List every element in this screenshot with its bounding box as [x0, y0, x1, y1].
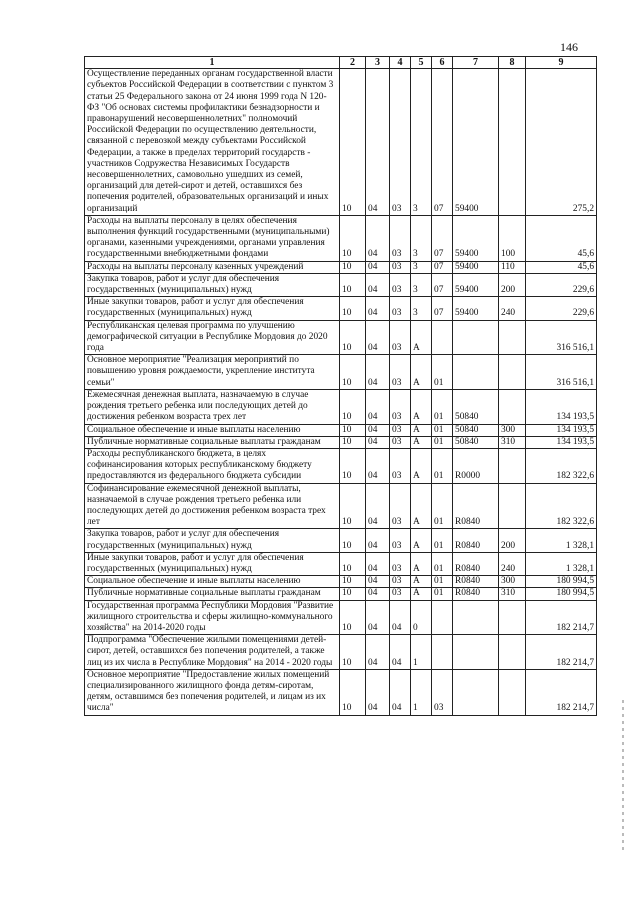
- row-code-cell: [453, 600, 499, 635]
- row-code-cell: 10: [340, 635, 366, 670]
- row-code-cell: 01: [432, 483, 453, 529]
- row-code-cell: [432, 635, 453, 670]
- row-description: Расходы на выплаты персоналу казенных учреждений: [85, 261, 340, 273]
- row-code-cell: 04: [366, 552, 390, 575]
- row-code-cell: А: [411, 424, 432, 436]
- row-description: Иные закупки товаров, работ и услуг для обеспечения государственных (муниципальных) нужд: [85, 552, 340, 575]
- row-code-cell: 03: [390, 529, 411, 552]
- row-code-cell: А: [411, 529, 432, 552]
- row-code-cell: 10: [340, 69, 366, 216]
- row-code-cell: 59400: [453, 261, 499, 273]
- row-amount: 182 322,6: [526, 483, 597, 529]
- row-description: Ежемесячная денежная выплата, назначаемую в случае рождения третьего ребенка или последующих детей до достижения ребенком возраста трех лет: [85, 389, 340, 424]
- row-code-cell: 03: [390, 215, 411, 261]
- row-code-cell: 3: [411, 215, 432, 261]
- row-amount: 45,6: [526, 261, 597, 273]
- row-code-cell: 59400: [453, 215, 499, 261]
- row-code-cell: 59400: [453, 69, 499, 216]
- row-description: Расходы на выплаты персоналу в целях обеспечения выполнения функций государственными (муниципальными) органами, казенными учреждениями, органами управления государственными внебюджетными фондами: [85, 215, 340, 261]
- row-amount: 180 994,5: [526, 588, 597, 600]
- row-code-cell: А: [411, 588, 432, 600]
- table-row: [85, 576, 597, 588]
- row-code-cell: R0000: [453, 448, 499, 483]
- row-code-cell: [499, 635, 526, 670]
- row-code-cell: 01: [432, 355, 453, 390]
- row-code-cell: 50840: [453, 436, 499, 448]
- row-description: Публичные нормативные социальные выплаты гражданам: [85, 588, 340, 600]
- column-header: 3: [366, 57, 390, 69]
- row-code-cell: 03: [390, 389, 411, 424]
- row-code-cell: R0840: [453, 588, 499, 600]
- table-row: [85, 215, 597, 261]
- row-code-cell: 01: [432, 448, 453, 483]
- row-amount: 316 516,1: [526, 355, 597, 390]
- row-description: Основное мероприятие "Предоставление жилых помещений специализированного жилищного фонда детям-сиротам, детям, оставшимся без попечения родителей, и лицам из их числа": [85, 669, 340, 715]
- row-code-cell: 04: [366, 588, 390, 600]
- row-description: Иные закупки товаров, работ и услуг для обеспечения государственных (муниципальных) нужд: [85, 297, 340, 320]
- row-code-cell: 04: [366, 529, 390, 552]
- row-code-cell: 01: [432, 529, 453, 552]
- page-number: 146: [560, 40, 578, 54]
- column-header: 1: [85, 57, 340, 69]
- row-amount: 275,2: [526, 69, 597, 216]
- row-code-cell: 04: [366, 436, 390, 448]
- row-code-cell: 03: [390, 297, 411, 320]
- row-code-cell: 03: [390, 576, 411, 588]
- row-code-cell: А: [411, 552, 432, 575]
- row-amount: 182 214,7: [526, 600, 597, 635]
- table-row: [85, 389, 597, 424]
- row-code-cell: А: [411, 576, 432, 588]
- row-code-cell: R0840: [453, 483, 499, 529]
- row-amount: 1 328,1: [526, 552, 597, 575]
- row-code-cell: [499, 448, 526, 483]
- row-code-cell: 3: [411, 69, 432, 216]
- row-code-cell: А: [411, 320, 432, 355]
- table-row: [85, 355, 597, 390]
- row-code-cell: [453, 669, 499, 715]
- table-row: [85, 669, 597, 715]
- row-code-cell: 04: [366, 69, 390, 216]
- row-code-cell: 300: [499, 424, 526, 436]
- row-code-cell: 10: [340, 261, 366, 273]
- row-code-cell: [432, 600, 453, 635]
- row-code-cell: 04: [366, 215, 390, 261]
- row-code-cell: R0840: [453, 552, 499, 575]
- row-description: Республиканская целевая программа по улучшению демографической ситуации в Республике Мордовия до 2020 года: [85, 320, 340, 355]
- row-description: Закупка товаров, работ и услуг для обеспечения государственных (муниципальных) нужд: [85, 273, 340, 296]
- row-description: Расходы республиканского бюджета, в целях софинансирования которых республиканскому бюджету предоставляются из федерального бюджета субсидии: [85, 448, 340, 483]
- row-code-cell: 10: [340, 297, 366, 320]
- row-code-cell: 03: [390, 273, 411, 296]
- row-amount: 229,6: [526, 273, 597, 296]
- row-code-cell: 04: [366, 635, 390, 670]
- row-description: Осуществление переданных органам государственной власти субъектов Российской Федерации в соответствии с пунктом 3 статьи 25 Федерального закона от 24 июня 1999 года N 120-ФЗ "Об основах системы профилактики безнадзорности и правонарушений несовершеннолетних" полномочий Российской Федерации по осуществлению деятельности, связанной с перевозкой между субъектами Российской Федерации, а также в пределах территорий государств - участников Содружества Независимых Государств несовершеннолетних, самовольно ушедших из семей, организаций для детей-сирот и детей, оставшихся без попечения родителей, образовательных организаций и иных организаций: [85, 69, 340, 216]
- row-code-cell: 10: [340, 669, 366, 715]
- row-code-cell: 10: [340, 588, 366, 600]
- row-code-cell: 10: [340, 448, 366, 483]
- table-row: [85, 436, 597, 448]
- row-description: Закупка товаров, работ и услуг для обеспечения государственных (муниципальных) нужд: [85, 529, 340, 552]
- row-code-cell: 240: [499, 297, 526, 320]
- row-description: Основное мероприятие "Реализация мероприятий по повышению уровня рождаемости, укрепление института семьи": [85, 355, 340, 390]
- row-code-cell: 10: [340, 389, 366, 424]
- row-code-cell: [499, 389, 526, 424]
- row-code-cell: 1: [411, 669, 432, 715]
- row-code-cell: 10: [340, 576, 366, 588]
- row-code-cell: 10: [340, 355, 366, 390]
- row-code-cell: 07: [432, 261, 453, 273]
- row-code-cell: 10: [340, 320, 366, 355]
- row-code-cell: А: [411, 355, 432, 390]
- column-header: 9: [526, 57, 597, 69]
- row-code-cell: 07: [432, 215, 453, 261]
- row-code-cell: 04: [390, 669, 411, 715]
- row-code-cell: 04: [366, 273, 390, 296]
- row-code-cell: 03: [390, 436, 411, 448]
- row-code-cell: 04: [366, 320, 390, 355]
- table-row: [85, 600, 597, 635]
- column-header: 5: [411, 57, 432, 69]
- row-code-cell: 04: [366, 483, 390, 529]
- row-code-cell: 200: [499, 273, 526, 296]
- row-code-cell: 1: [411, 635, 432, 670]
- row-code-cell: [432, 320, 453, 355]
- row-amount: 182 214,7: [526, 635, 597, 670]
- row-code-cell: 10: [340, 273, 366, 296]
- row-code-cell: [499, 320, 526, 355]
- row-code-cell: 03: [390, 483, 411, 529]
- row-code-cell: 10: [340, 529, 366, 552]
- table-row: [85, 483, 597, 529]
- column-header: 4: [390, 57, 411, 69]
- row-amount: 229,6: [526, 297, 597, 320]
- row-code-cell: 310: [499, 436, 526, 448]
- table-header-row: [85, 57, 597, 69]
- row-code-cell: 04: [366, 600, 390, 635]
- row-code-cell: 10: [340, 600, 366, 635]
- table-row: [85, 588, 597, 600]
- row-code-cell: [499, 69, 526, 216]
- table-row: [85, 320, 597, 355]
- row-code-cell: 04: [366, 669, 390, 715]
- scan-margin-mark: [622, 700, 624, 850]
- row-description: Социальное обеспечение и иные выплаты населению: [85, 576, 340, 588]
- row-code-cell: [499, 669, 526, 715]
- row-code-cell: 10: [340, 436, 366, 448]
- table-row: [85, 261, 597, 273]
- row-code-cell: 03: [390, 424, 411, 436]
- row-code-cell: 07: [432, 273, 453, 296]
- row-code-cell: R0840: [453, 529, 499, 552]
- row-code-cell: [453, 635, 499, 670]
- row-amount: 1 328,1: [526, 529, 597, 552]
- row-code-cell: 04: [366, 297, 390, 320]
- row-code-cell: 10: [340, 215, 366, 261]
- row-code-cell: [499, 355, 526, 390]
- table-body: [85, 69, 597, 715]
- row-code-cell: 07: [432, 69, 453, 216]
- row-code-cell: [453, 355, 499, 390]
- row-description: Социальное обеспечение и иные выплаты населению: [85, 424, 340, 436]
- row-code-cell: 01: [432, 436, 453, 448]
- row-code-cell: 04: [390, 600, 411, 635]
- table-row: [85, 273, 597, 296]
- row-code-cell: 03: [390, 355, 411, 390]
- row-code-cell: 07: [432, 297, 453, 320]
- table-row: [85, 529, 597, 552]
- row-code-cell: 04: [390, 635, 411, 670]
- row-code-cell: 04: [366, 424, 390, 436]
- budget-table: [84, 56, 597, 716]
- row-description: Подпрограмма "Обеспечение жилыми помещениями детей-сирот, детей, оставшихся без попечения родителей, а также лиц из их числа в Республике Мордовия" на 2014 - 2020 годы: [85, 635, 340, 670]
- row-code-cell: 01: [432, 576, 453, 588]
- table-row: [85, 635, 597, 670]
- row-code-cell: 03: [390, 69, 411, 216]
- row-code-cell: 3: [411, 297, 432, 320]
- table-row: [85, 69, 597, 216]
- column-header: 6: [432, 57, 453, 69]
- row-code-cell: 300: [499, 576, 526, 588]
- row-code-cell: 03: [390, 552, 411, 575]
- row-code-cell: 03: [390, 448, 411, 483]
- row-code-cell: 59400: [453, 273, 499, 296]
- column-header: 8: [499, 57, 526, 69]
- row-code-cell: 01: [432, 424, 453, 436]
- row-code-cell: 200: [499, 529, 526, 552]
- row-code-cell: 50840: [453, 389, 499, 424]
- row-description: Софинансирование ежемесячной денежной выплаты, назначаемой в случае рождения третьего ребенка или последующих детей до достижения ребенком возраста трех лет: [85, 483, 340, 529]
- row-code-cell: А: [411, 389, 432, 424]
- row-code-cell: 04: [366, 355, 390, 390]
- row-amount: 134 193,5: [526, 436, 597, 448]
- row-code-cell: 03: [390, 320, 411, 355]
- row-amount: 134 193,5: [526, 424, 597, 436]
- table-row: [85, 424, 597, 436]
- row-code-cell: 10: [340, 424, 366, 436]
- row-code-cell: 10: [340, 483, 366, 529]
- row-code-cell: 04: [366, 261, 390, 273]
- row-code-cell: [499, 600, 526, 635]
- table-row: [85, 448, 597, 483]
- row-code-cell: 10: [340, 552, 366, 575]
- row-code-cell: 240: [499, 552, 526, 575]
- row-amount: 182 214,7: [526, 669, 597, 715]
- row-description: Государственная программа Республики Мордовия "Развитие жилищного строительства и сферы жилищно-коммунального хозяйства" на 2014-2020 годы: [85, 600, 340, 635]
- column-header: 2: [340, 57, 366, 69]
- row-code-cell: 01: [432, 588, 453, 600]
- row-code-cell: А: [411, 448, 432, 483]
- row-code-cell: А: [411, 436, 432, 448]
- row-code-cell: 50840: [453, 424, 499, 436]
- row-code-cell: 04: [366, 576, 390, 588]
- row-amount: 45,6: [526, 215, 597, 261]
- table-row: [85, 297, 597, 320]
- row-code-cell: 3: [411, 273, 432, 296]
- row-code-cell: 03: [432, 669, 453, 715]
- row-code-cell: [499, 483, 526, 529]
- row-code-cell: 100: [499, 215, 526, 261]
- column-header: 7: [453, 57, 499, 69]
- row-code-cell: 01: [432, 552, 453, 575]
- row-amount: 316 516,1: [526, 320, 597, 355]
- row-code-cell: 03: [390, 588, 411, 600]
- row-code-cell: А: [411, 483, 432, 529]
- row-amount: 182 322,6: [526, 448, 597, 483]
- row-code-cell: 04: [366, 448, 390, 483]
- row-code-cell: 01: [432, 389, 453, 424]
- row-amount: 134 193,5: [526, 389, 597, 424]
- row-code-cell: 310: [499, 588, 526, 600]
- row-description: Публичные нормативные социальные выплаты гражданам: [85, 436, 340, 448]
- row-code-cell: 03: [390, 261, 411, 273]
- table-row: [85, 552, 597, 575]
- row-amount: 180 994,5: [526, 576, 597, 588]
- row-code-cell: R0840: [453, 576, 499, 588]
- row-code-cell: 59400: [453, 297, 499, 320]
- row-code-cell: 110: [499, 261, 526, 273]
- row-code-cell: 04: [366, 389, 390, 424]
- row-code-cell: 3: [411, 261, 432, 273]
- row-code-cell: 0: [411, 600, 432, 635]
- row-code-cell: [453, 320, 499, 355]
